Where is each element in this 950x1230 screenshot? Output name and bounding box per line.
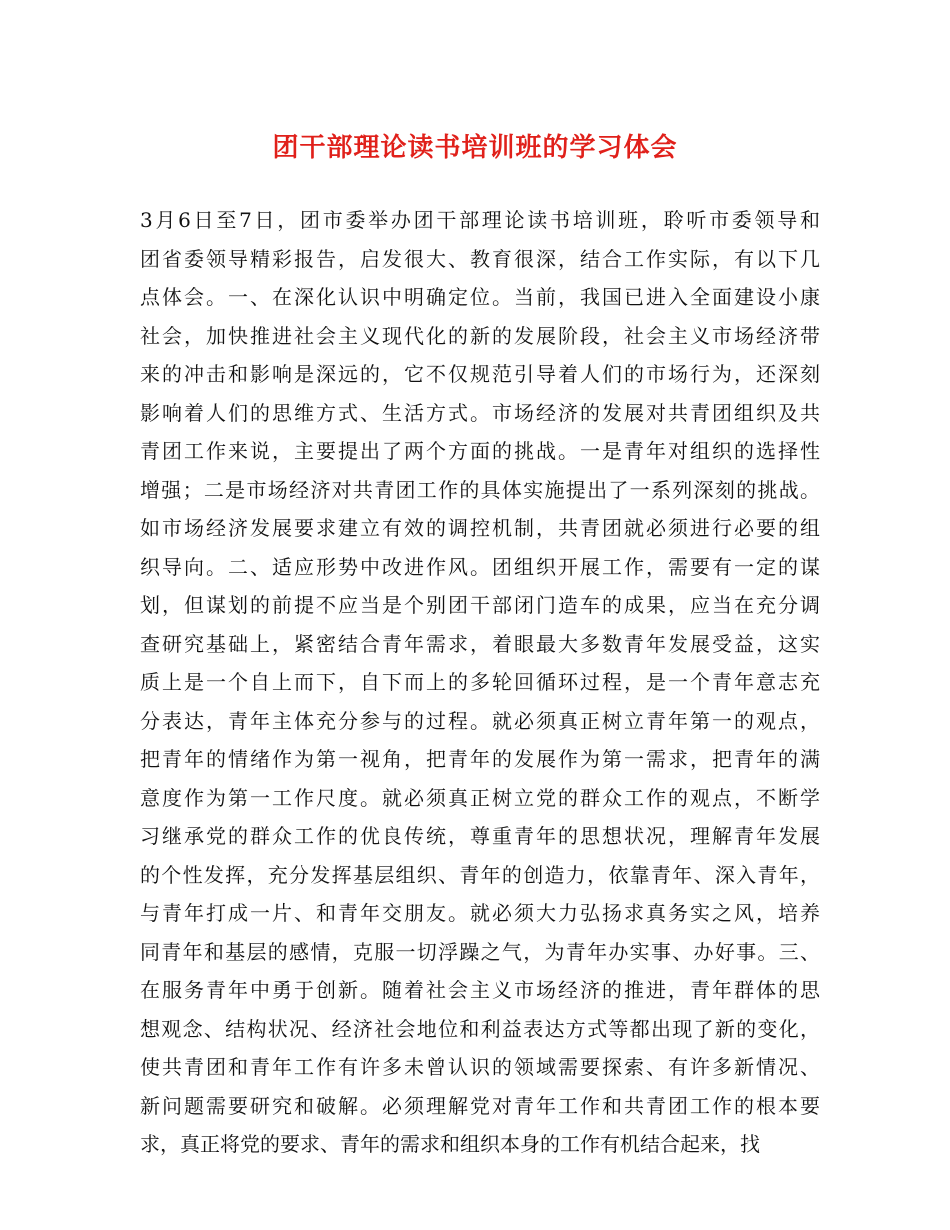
body-text-line: 意度作为第一工作尺度。就必须真正树立党的群众工作的观点，不断学 bbox=[140, 785, 820, 810]
body-text-line: 想观念、结构状况、经济社会地位和利益表达方式等都出现了新的变化， bbox=[140, 1016, 820, 1041]
body-text-line: 在服务青年中勇于创新。随着社会主义市场经济的推进，青年群体的思 bbox=[140, 978, 820, 1002]
body-text-line: 影响着人们的思维方式、生活方式。市场经济的发展对共青团组织及共 bbox=[140, 400, 820, 425]
body-text-line: 与青年打成一片、和青年交朋友。就必须大力弘扬求真务实之风，培养 bbox=[140, 901, 820, 925]
body-text-line: 习继承党的群众工作的优良传统，尊重青年的思想状况，理解青年发展 bbox=[140, 824, 820, 848]
body-text-line: 团省委领导精彩报告，启发很大、教育很深，结合工作实际，有以下几 bbox=[140, 246, 820, 271]
body-text-line: 划，但谋划的前提不应当是个别团干部闭门造车的成果，应当在充分调 bbox=[140, 593, 820, 617]
body-text-line: 求，真正将党的要求、青年的需求和组织本身的工作有机结合起来，找 bbox=[140, 1132, 760, 1156]
body-text-line: 的个性发挥，充分发挥基层组织、青年的创造力，依靠青年、深入青年， bbox=[140, 862, 820, 887]
body-text-line: 点体会。一、在深化认识中明确定位。当前，我国已进入全面建设小康 bbox=[140, 285, 820, 309]
document-title: 团干部理论读书培训班的学习体会 bbox=[272, 133, 678, 163]
body-text-line: 如市场经济发展要求建立有效的调控机制，共青团就必须进行必要的组 bbox=[140, 516, 820, 540]
body-text-line: 使共青团和青年工作有许多未曾认识的领域需要探索、有许多新情况、 bbox=[140, 1055, 820, 1079]
body-text-line: 分表达，青年主体充分参与的过程。就必须真正树立青年第一的观点， bbox=[140, 708, 820, 733]
body-text-line: 织导向。二、适应形势中改进作风。团组织开展工作，需要有一定的谋 bbox=[140, 554, 820, 579]
document-body bbox=[140, 201, 820, 1164]
body-text-line: 质上是一个自上而下，自下而上的多轮回循环过程，是一个青年意志充 bbox=[140, 670, 820, 694]
body-text-line: 来的冲击和影响是深远的，它不仅规范引导着人们的市场行为，还深刻 bbox=[140, 362, 820, 386]
body-text-line: 新问题需要研究和破解。必须理解党对青年工作和共青团工作的根本要 bbox=[140, 1093, 820, 1118]
body-text-line: 增强；二是市场经济对共青团工作的具体实施提出了一系列深刻的挑战。 bbox=[140, 477, 820, 502]
body-text-line: 3月6日至7日，团市委举办团干部理论读书培训班，聆听市委领导和 bbox=[140, 208, 820, 232]
body-text-line: 同青年和基层的感情，克服一切浮躁之气，为青年办实事、办好事。三、 bbox=[140, 939, 820, 964]
body-text-line: 把青年的情绪作为第一视角，把青年的发展作为第一需求，把青年的满 bbox=[140, 747, 820, 771]
body-text-line: 查研究基础上，紧密结合青年需求，着眼最大多数青年发展受益，这实 bbox=[140, 631, 820, 656]
body-text-line: 青团工作来说，主要提出了两个方面的挑战。一是青年对组织的选择性 bbox=[140, 439, 820, 463]
body-text-line: 社会，加快推进社会主义现代化的新的发展阶段，社会主义市场经济带 bbox=[140, 323, 820, 348]
